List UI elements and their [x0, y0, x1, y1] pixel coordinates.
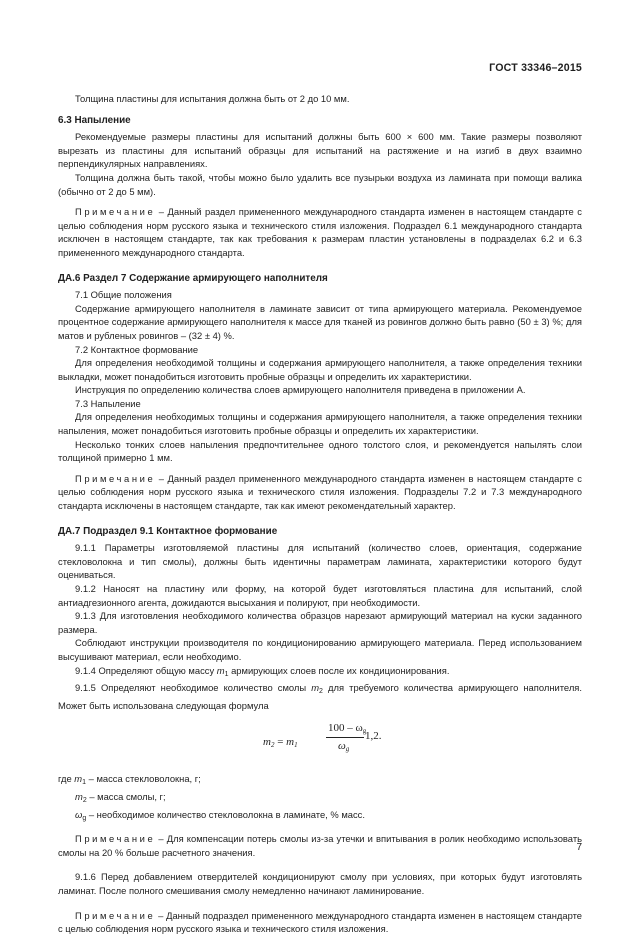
- subsection-7-2-title: 7.2 Контактное формование: [75, 343, 199, 355]
- subsection-7-1-title: 7.1 Общие положения: [75, 289, 172, 301]
- section-da7-title: ДА.7 Подраздел 9.1 Контактное формование: [58, 525, 278, 537]
- math-var: m: [263, 736, 271, 749]
- note-da6: [58, 472, 582, 513]
- math-var: m: [286, 736, 295, 749]
- paragraph-9-1-3: 9.1.3 Для изготовления необходимого количества образцов нарезают армирующий материал на куски заданного размера.: [58, 610, 582, 635]
- note-label: Примечание: [75, 833, 156, 845]
- math-var: m: [75, 790, 83, 802]
- note-resin-loss: [58, 832, 582, 859]
- paragraph-9-1-3-b: Соблюдают инструкции производителя по кондиционированию армирующего материала. Перед использованием высушивают материал, если необходимо.: [58, 637, 582, 662]
- text-run: – масса смолы, г;: [86, 790, 166, 802]
- math-sub: 1: [82, 779, 87, 787]
- text-run: армирующих слоев после их кондиционирования.: [228, 664, 450, 676]
- paragraph-6-3-size: Рекомендуемые размеры пластины для испытаний должны быть 600 × 600 мм. Такие размеры позволяют вырезать из пластины для испытаний образцы для испытаний на растяжение и на изгиб в двух взаимно перпендикулярных направлениях.: [58, 131, 582, 170]
- note-text: – Данный раздел примененного международного стандарта изменен в настоящем стандарте с целью соблюдения норм русского языка и технического стиля изложения. Подразделы 7.2 и 7.3 международного стандарта исключены в настоящем стандарте, так как имеют рекомендательный характер.: [58, 472, 582, 512]
- note-6-3: [58, 205, 582, 259]
- page-content: [58, 92, 582, 936]
- section-da6-title: ДА.6 Раздел 7 Содержание армирующего наполнителя: [58, 272, 328, 284]
- math-sub: g: [362, 727, 367, 736]
- equals-sign: =: [274, 736, 287, 749]
- fraction-bar: [326, 737, 364, 738]
- math-var: m: [216, 664, 225, 676]
- paragraph-9-1-2: 9.1.2 Наносят на пластину или форму, на которой будет изготовляться пластина для испытаний, слой антиадгезионного агента, дожидаются высыхания и полируют, при необходимости.: [58, 583, 582, 608]
- resin-mass-formula: [58, 722, 582, 768]
- page-number: 7: [576, 842, 582, 853]
- section-6-3-title: 6.3 Напыление: [58, 114, 131, 126]
- definition-m2: [58, 790, 582, 808]
- formula-definitions: [58, 772, 582, 825]
- definition-omega: [58, 808, 582, 826]
- paragraph-7-2-a: Для определения необходимой толщины и содержания армирующего наполнителя, а также определения техники выкладки, может понадобиться изготовить пробные образцы и определить их характеристики.: [58, 357, 582, 382]
- math-sub: 1: [224, 670, 229, 678]
- note-label: Примечание: [75, 206, 156, 218]
- note-label: Примечание: [75, 909, 156, 921]
- subsection-7-3-title: 7.3 Напыление: [75, 397, 141, 409]
- document-code: ГОСТ 33346–2015: [489, 62, 582, 74]
- paragraph-9-1-6: 9.1.6 Перед добавлением отвердителей кондиционируют смолу при условиях, при которых будут изготовлять ламинат. После полного смешивания смолу немедленно начинают ламинирование.: [58, 871, 582, 896]
- paragraph-9-1-5: [58, 681, 582, 712]
- formula-denominator: [338, 740, 349, 757]
- note-text: – Данный подраздел примененного международного стандарта изменен в настоящем стандарте с целью соблюдения норм русского языка и технического стиля изложения.: [58, 909, 582, 935]
- paragraph-7-2-b: Инструкция по определению количества слоев армирующего наполнителя приведена в приложении А.: [75, 384, 526, 396]
- paragraph-9-1-4: [58, 664, 582, 682]
- text-run: 9.1.5 Определяют необходимое количество смолы: [75, 682, 312, 694]
- math-var: ω: [338, 740, 346, 753]
- paragraph-6-3-thickness: Толщина должна быть такой, чтобы можно было удалить все пузырьки воздуха из ламината при помощи валика (обычно от 2 до 5 мм).: [58, 171, 582, 197]
- text-run: – масса стекловолокна, г;: [86, 773, 201, 785]
- note-label: Примечание: [75, 472, 156, 484]
- math-sub: 1: [294, 741, 298, 750]
- paragraph-9-1-1: 9.1.1 Параметры изготовляемой пластины для испытаний (количество слоев, ориентация, содержание стекловолокна и тип смолы), должны быть идентичны параметрам ламината, характеристики которого будут оцениваться.: [58, 542, 582, 581]
- math-sub: 2: [319, 688, 323, 696]
- math-sub: 2: [270, 741, 275, 750]
- math-sub: g: [345, 745, 350, 754]
- math-sub: 2: [82, 796, 87, 804]
- paragraph-plate-thickness: Толщина пластины для испытания должна быть от 2 до 10 мм.: [75, 93, 350, 104]
- note-text: – Данный раздел примененного международного стандарта изменен в настоящем стандарте с целью соблюдения норм русского языка и технического стиля изложения. Подраздел 6.1 международного стандарта исключен в настоящем стандарте, так как требования к размерам пластин установлены в подразделах 6.2 и 6.3 примененного международного стандарта.: [58, 206, 582, 258]
- text-run: 9.1.4 Определяют общую массу: [75, 664, 217, 676]
- numerator-text: 100 – ω: [328, 722, 363, 735]
- math-var: ω: [75, 808, 83, 820]
- math-var: m: [74, 773, 83, 785]
- text-run: где: [58, 773, 75, 785]
- formula-lhs: [263, 736, 298, 753]
- paragraph-7-3-a: Для определения необходимых толщины и содержания армирующего наполнителя, а также определения техники напыления, может понадобиться изготовить пробные образцы и определить их характеристики.: [58, 411, 582, 437]
- math-sub: g: [82, 814, 87, 822]
- definition-m1: [58, 772, 582, 790]
- note-text: – Для компенсации потерь смолы из-за утечки и впитывания в ролик необходимо использовать смолы на 20 % больше расчетного значения.: [58, 833, 582, 858]
- formula-factor: 1,2.: [365, 730, 382, 743]
- text-run: – необходимое количество стекловолокна в ламинате, % масс.: [86, 808, 365, 820]
- paragraph-7-3-b: Несколько тонких слоев напыления предпочтительнее одного толстого слоя, и рекомендуется напылять слои толщиной примерно 1 мм.: [58, 438, 582, 464]
- text-run: для требуемого количества армирующего наполнителя. Может быть использована следующая формула: [58, 682, 582, 711]
- paragraph-7-1: Содержание армирующего наполнителя в ламинате зависит от типа армирующего материала. Рекомендуемое процентное содержание армирующего наполнителя к массе для тканей из ровингов должно быть равно (50 ± 3) %; для матов и рубленых ровингов – (32 ± 4) %.: [58, 302, 582, 341]
- math-var: m: [311, 682, 320, 694]
